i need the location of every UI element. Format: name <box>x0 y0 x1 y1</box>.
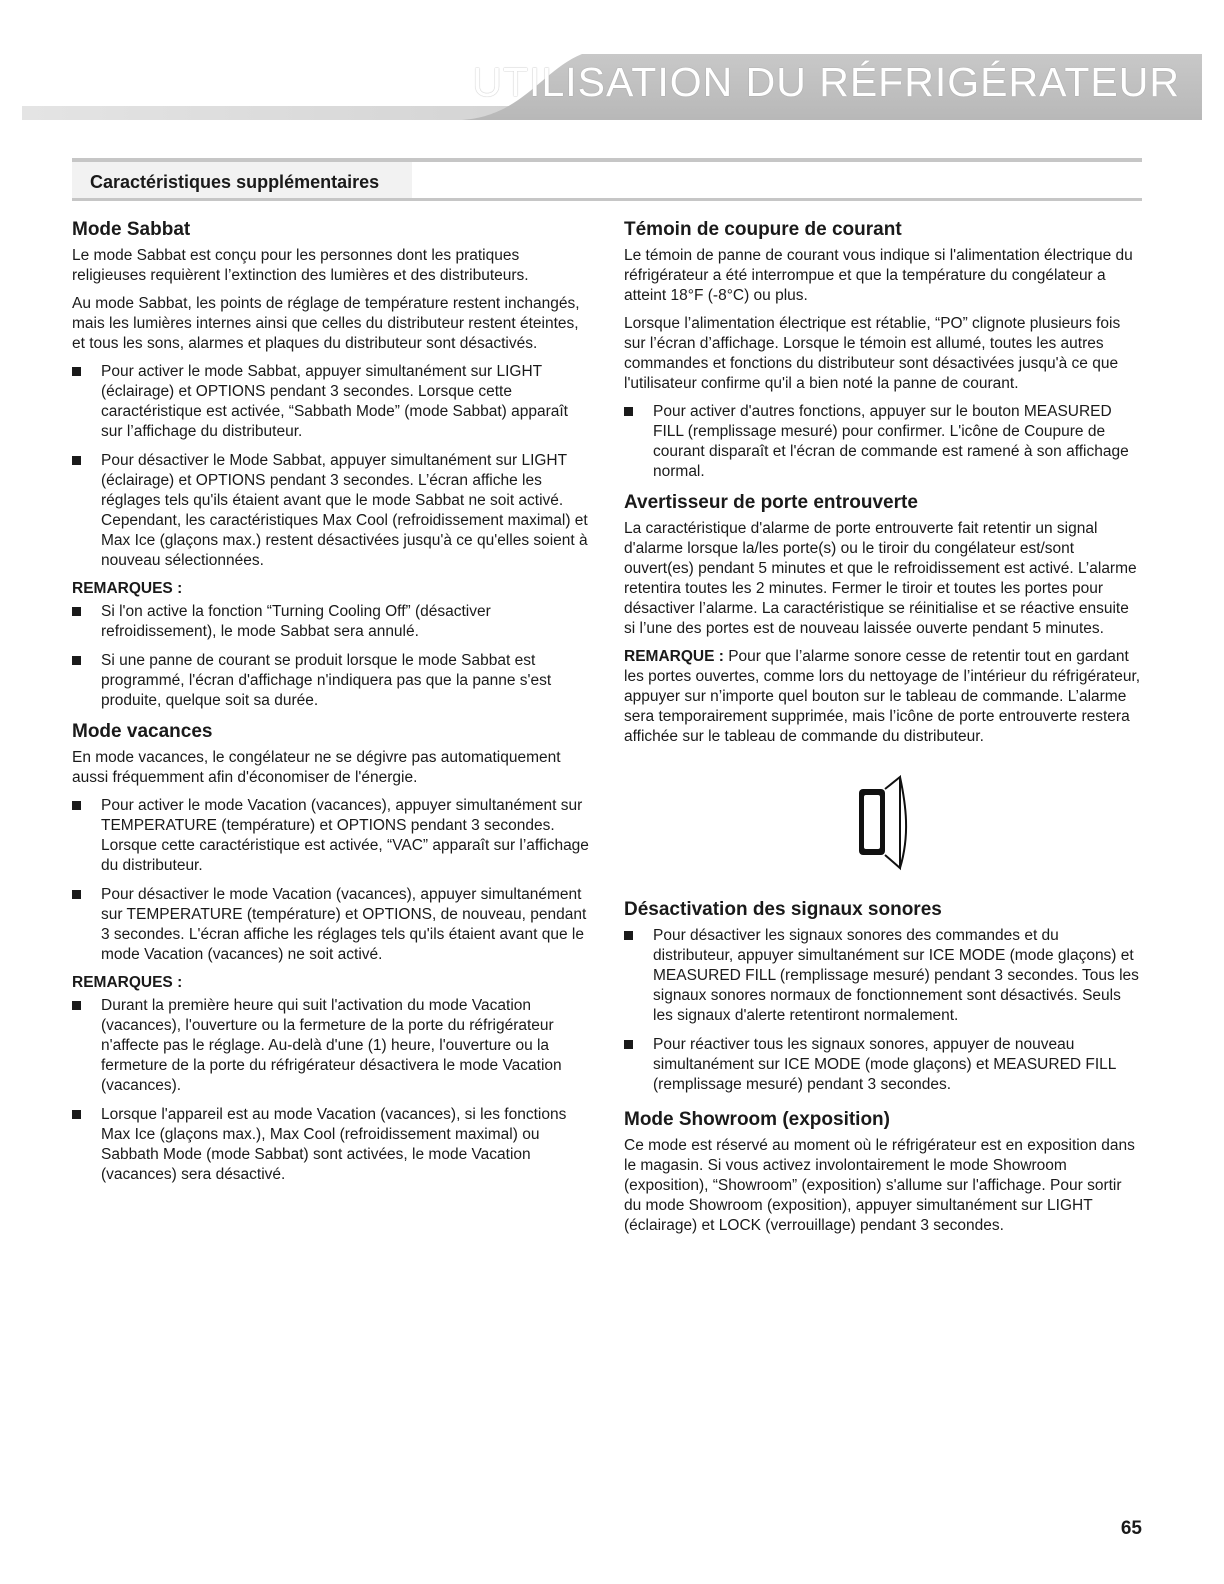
bullet-list <box>624 402 1142 482</box>
showroom-heading: Mode Showroom (exposition) <box>624 1109 890 1130</box>
list-item <box>72 602 592 642</box>
notes-list <box>72 602 592 711</box>
square-bullet-icon <box>72 1110 81 1119</box>
list-item <box>624 1035 1142 1095</box>
list-item-text: Si une panne de courant se produit lorsque le mode Sabbat est programmé, l'écran d'affichage n'indiquera pas que la panne s'est produite, quelque soit sa durée. <box>101 652 552 709</box>
note-label: REMARQUE : <box>624 648 724 665</box>
square-bullet-icon <box>624 1040 633 1049</box>
avertisseur-heading: Avertisseur de porte entrouverte <box>624 492 918 513</box>
notes-label: REMARQUES : <box>72 580 183 597</box>
paragraph: Le mode Sabbat est conçu pour les personnes dont les pratiques religieuses requièrent l’extinction des lumières et des distributeurs. <box>72 247 529 284</box>
list-item-text: Pour réactiver tous les signaux sonores, appuyer de nouveau simultanément sur ICE MODE (mode glaçons) et MEASURED FILL (remplissage mesuré) pendant 3 secondes. <box>653 1036 1116 1093</box>
right-column <box>624 218 1142 1244</box>
paragraph: La caractéristique d'alarme de porte entrouverte fait retentir un signal d'alarme lorsque la/les porte(s) ou le tiroir du congélateur est/sont ouvert(es) pendant 5 minutes et que le refroidissement est activé. L’alarme retentira toutes les 2 minutes. Fermer le tiroir et toutes les portes pour désactiver l’alarme. La caractéristique se réinitialise et se réactive ensuite si l’une des portes est de nouveau laissée ouverte pendant 5 minutes. <box>624 520 1137 637</box>
door-ajar-icon-wrap <box>624 775 1142 876</box>
list-item <box>72 651 592 711</box>
list-item <box>72 451 592 571</box>
left-column <box>72 218 592 1194</box>
note-text: Pour que l’alarme sonore cesse de retentir tout en gardant les portes ouvertes, comme lors du nettoyage de l’intérieur du réfrigérateur, appuyer sur n’importe quel bouton sur le tableau de commande. L’alarme sera temporairement supprimée, mais l’icône de porte entrouverte restera affichée sur le tableau de commande du distributeur. <box>624 648 1141 745</box>
paragraph: En mode vacances, le congélateur ne se dégivre pas automatiquement aussi fréquemment afin d'économiser de l'énergie. <box>72 749 561 786</box>
list-item <box>624 926 1142 1026</box>
square-bullet-icon <box>72 1001 81 1010</box>
square-bullet-icon <box>624 931 633 940</box>
list-item-text: Pour activer le mode Sabbat, appuyer simultanément sur LIGHT (éclairage) et OPTIONS pendant 3 secondes. Lorsque cette caractéristique est activée, “Sabbath Mode” (mode Sabbat) apparaît sur l’affichage du distributeur. <box>101 363 568 440</box>
list-item-text: Si l'on active la fonction “Turning Cooling Off” (désactiver refroidissement), le mode Sabbat sera annulé. <box>101 603 491 640</box>
door-ajar-icon <box>850 775 916 871</box>
square-bullet-icon <box>624 407 633 416</box>
list-item-text: Pour activer le mode Vacation (vacances), appuyer simultanément sur TEMPERATURE (température) et OPTIONS pendant 3 secondes. Lorsque cette caractéristique est activée, “VAC” apparaît sur l’affichage du distributeur. <box>101 797 589 874</box>
list-item <box>72 885 592 965</box>
list-item-text: Pour activer d'autres fonctions, appuyer sur le bouton MEASURED FILL (remplissage mesuré) pour confirmer. L'icône de Coupure de courant disparaît et l'écran de commande est ramené à son affichage normal. <box>653 403 1129 480</box>
bullet-list <box>72 796 592 965</box>
notes-list <box>72 996 592 1185</box>
square-bullet-icon <box>72 367 81 376</box>
list-item <box>72 1105 592 1185</box>
paragraph: Ce mode est réservé au moment où le réfrigérateur est en exposition dans le magasin. Si vous activez involontairement le mode Showroom (exposition), “Showroom” (exposition) s'allume sur l'affichage. Pour sortir du mode Showroom (exposition), appuyer simultanément sur LIGHT (éclairage) et LOCK (verrouillage) pendant 3 secondes. <box>624 1137 1135 1234</box>
square-bullet-icon <box>72 456 81 465</box>
note-paragraph <box>624 647 1142 747</box>
page-number: 65 <box>1120 1518 1142 1539</box>
paragraph: Lorsque l’alimentation électrique est rétablie, “PO” clignote plusieurs fois sur l’écran d’affichage. Lorsque le témoin est allumé, toutes les autres commandes et fonctions du distributeur sont désactivées jusqu'à ce que l'utilisateur confirme qu'il a bien noté la panne de courant. <box>624 315 1121 392</box>
square-bullet-icon <box>72 656 81 665</box>
square-bullet-icon <box>72 801 81 810</box>
paragraph: Au mode Sabbat, les points de réglage de température restent inchangés, mais les lumières internes ainsi que celles du distributeur restent éteintes, et tous les sons, alarmes et plaques du distributeur sont désactivés. <box>72 295 580 352</box>
mode-sabbat-heading: Mode Sabbat <box>72 219 191 240</box>
list-item-text: Pour désactiver les signaux sonores des commandes et du distributeur, appuyer simultanément sur ICE MODE (mode glaçons) et MEASURED FILL (remplissage mesuré) pendant 3 secondes. Tous les signaux sonores normaux de fonctionnement sont désactivés. Seuls les signaux d'alerte retentiront normalement. <box>653 927 1139 1024</box>
paragraph: Le témoin de panne de courant vous indique si l'alimentation électrique du réfrigérateur a été interrompue et que la température du congélateur a atteint 18°F (-8°C) ou plus. <box>624 247 1133 304</box>
bullet-list <box>624 926 1142 1095</box>
list-item-text: Pour désactiver le Mode Sabbat, appuyer simultanément sur LIGHT (éclairage) et OPTIONS pendant 3 secondes. L’écran affiche les réglages tels qu'ils étaient avant que le mode Sabbat ne soit activé. Cependant, les caractéristiques Max Cool (refroidissement maximal) et Max Ice (glaçons max.) restent désactivées jusqu'à ce qu'elles soient à nouveau sélectionnées. <box>101 452 588 569</box>
list-item <box>624 402 1142 482</box>
temoin-heading: Témoin de coupure de courant <box>624 219 902 240</box>
signaux-heading: Désactivation des signaux sonores <box>624 899 942 920</box>
list-item-text: Lorsque l'appareil est au mode Vacation (vacances), si les fonctions Max Ice (glaçons max.), Max Cool (refroidissement maximal) ou Sabbath Mode (mode Sabbat) sont activées, le mode Vacation (vacances) sera désactivé. <box>101 1106 567 1183</box>
banner-title: UTILISATION DU RÉFRIGÉRATEUR <box>472 59 1180 105</box>
section-title: Caractéristiques supplémentaires <box>90 172 380 192</box>
notes-label: REMARQUES : <box>72 974 183 991</box>
mode-vacances-heading: Mode vacances <box>72 721 213 742</box>
list-item <box>72 796 592 876</box>
bullet-list <box>72 362 592 571</box>
list-item <box>72 996 592 1096</box>
square-bullet-icon <box>72 890 81 899</box>
square-bullet-icon <box>72 607 81 616</box>
list-item <box>72 362 592 442</box>
list-item-text: Durant la première heure qui suit l'activation du mode Vacation (vacances), l'ouverture ou la fermeture de la porte du réfrigérateur n'affecte pas le réglage. Au-delà d'une (1) heure, l'ouverture ou la fermeture de la porte du réfrigérateur désactivera le mode Vacation (vacances). <box>101 997 562 1094</box>
list-item-text: Pour désactiver le mode Vacation (vacances), appuyer simultanément sur TEMPERATURE (température) et OPTIONS, de nouveau, pendant 3 secondes. L'écran affiche les réglages tels qu'ils étaient avant que le mode Vacation (vacances) ne soit activé. <box>101 886 587 963</box>
